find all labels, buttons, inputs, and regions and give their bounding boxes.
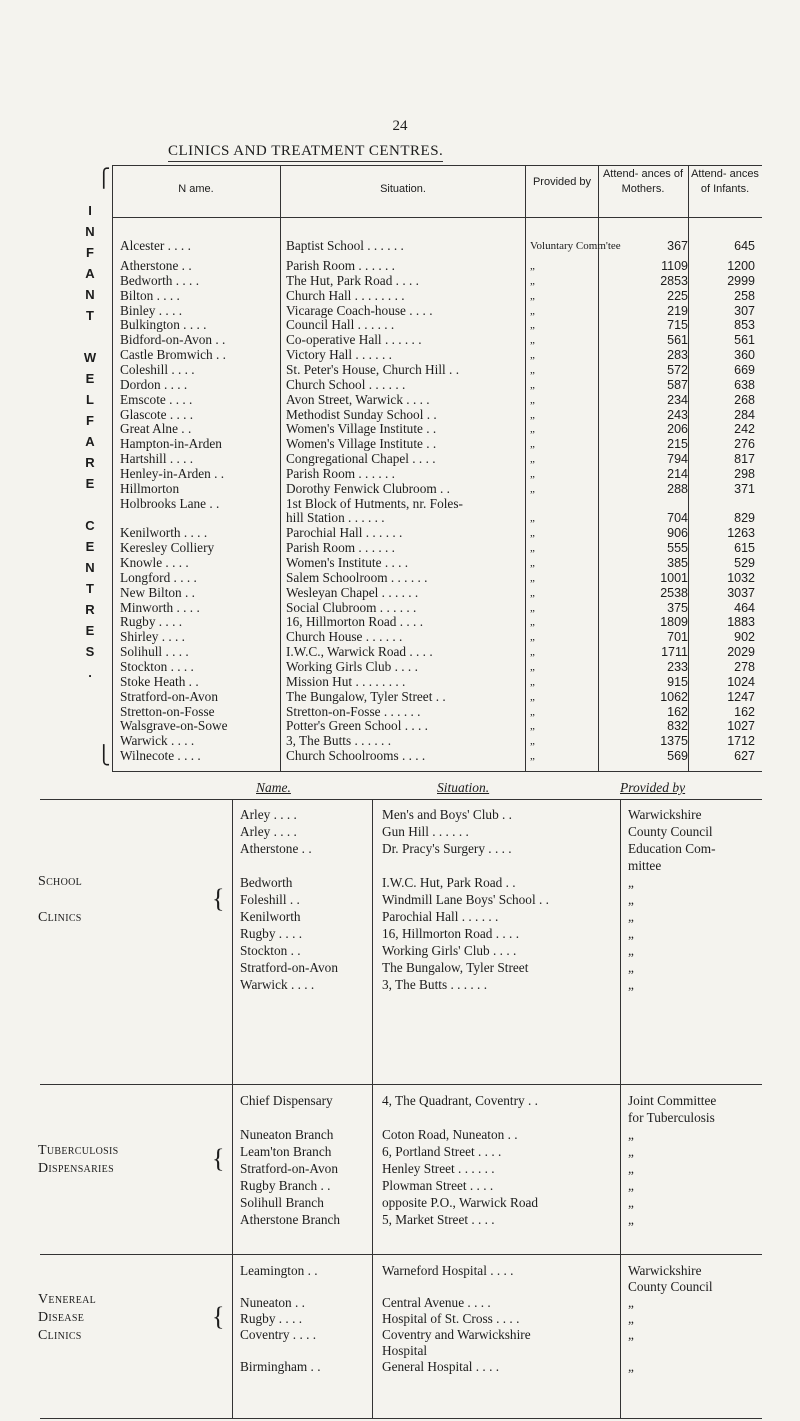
centre-name: Holbrooks Lane . . bbox=[120, 495, 220, 511]
attendances-mothers: 214 bbox=[667, 466, 688, 481]
clinic-situation: Henley Street . . . . . . bbox=[382, 1161, 495, 1176]
clinic-provided-by: „ bbox=[628, 960, 634, 975]
clinics-table bbox=[0, 780, 800, 1421]
centre-name: Stockton . . . . bbox=[120, 658, 194, 674]
attendances-infants: 638 bbox=[734, 377, 755, 392]
attendances-infants: 276 bbox=[734, 437, 755, 452]
centre-name: Emscote . . . . bbox=[120, 391, 193, 407]
centre-situation: Mission Hut . . . . . . . . bbox=[286, 673, 406, 689]
centre-provided-by: „ bbox=[530, 408, 535, 421]
centre-situation: Victory Hall . . . . . . bbox=[286, 347, 392, 363]
centre-provided-by: „ bbox=[530, 720, 535, 733]
brace-top: ⎧ bbox=[97, 168, 111, 188]
table-row bbox=[0, 1194, 800, 1212]
centre-situation: Parochial Hall . . . . . . bbox=[286, 525, 403, 541]
table-row bbox=[0, 874, 800, 892]
centre-situation: Salem Schoolroom . . . . . . bbox=[286, 569, 428, 585]
centre-name: Binley . . . . bbox=[120, 302, 183, 318]
table-row bbox=[0, 1177, 800, 1195]
clinic-situation: 5, Market Street . . . . bbox=[382, 1212, 495, 1227]
centre-situation: Dorothy Fenwick Clubroom . . bbox=[286, 480, 450, 496]
centre-situation: Church House . . . . . . bbox=[286, 629, 403, 645]
clinic-name: Leamington . . bbox=[240, 1263, 318, 1278]
centre-name: Hampton-in-Arden bbox=[120, 436, 222, 452]
attendances-infants: 3037 bbox=[727, 585, 755, 600]
centre-situation: Women's Village Institute . . bbox=[286, 421, 437, 437]
clinic-name: Bedworth bbox=[240, 875, 293, 890]
centre-name: Alcester . . . . bbox=[120, 238, 191, 253]
clinic-name: Chief Dispensary bbox=[240, 1093, 333, 1108]
centre-name: Longford . . . . bbox=[120, 569, 197, 585]
centre-name: Bilton . . . . bbox=[120, 287, 180, 303]
attendances-infants: 242 bbox=[734, 422, 755, 437]
attendances-infants: 1883 bbox=[727, 615, 755, 630]
clinic-provided-by: „ bbox=[628, 1212, 634, 1227]
table-row bbox=[0, 1143, 800, 1161]
table-row bbox=[0, 1092, 800, 1110]
clinic-situation: Plowman Street . . . . bbox=[382, 1178, 494, 1193]
attendances-mothers: 906 bbox=[667, 526, 688, 541]
attendances-mothers: 794 bbox=[667, 452, 688, 467]
table-row bbox=[112, 237, 762, 255]
table-row bbox=[0, 1126, 800, 1144]
clinic-name: Nuneaton . . bbox=[240, 1295, 305, 1310]
centre-provided-by: Voluntary Comm'tee bbox=[530, 240, 621, 252]
centre-situation: 3, The Butts . . . . . . bbox=[286, 733, 392, 749]
centre-situation: 16, Hillmorton Road . . . . bbox=[286, 614, 424, 630]
centre-situation: Avon Street, Warwick . . . . bbox=[286, 391, 430, 407]
clinic-name: Stockton . . bbox=[240, 943, 301, 958]
attendances-mothers: 715 bbox=[667, 318, 688, 333]
attendances-mothers: 832 bbox=[667, 719, 688, 734]
clinic-situation: Coton Road, Nuneaton . . bbox=[382, 1127, 518, 1142]
centre-situation: Vicarage Coach-house . . . . bbox=[286, 302, 433, 318]
table-row bbox=[0, 891, 800, 909]
centre-provided-by: „ bbox=[530, 660, 535, 673]
centre-situation: Congregational Chapel . . . . bbox=[286, 451, 436, 467]
centre-provided-by: „ bbox=[530, 557, 535, 569]
centre-provided-by: „ bbox=[530, 260, 535, 272]
attendances-mothers: 701 bbox=[667, 630, 688, 645]
clinic-provided-by: Warwickshire bbox=[628, 807, 702, 822]
attendances-infants: 1032 bbox=[727, 570, 755, 585]
clinic-situation: 3, The Butts . . . . . . bbox=[382, 977, 488, 992]
attendances-infants: 2029 bbox=[727, 645, 755, 660]
clinic-provided-by: Warwickshire bbox=[628, 1263, 702, 1278]
centre-name: Dordon . . . . bbox=[120, 376, 188, 392]
attendances-infants: 464 bbox=[734, 600, 755, 615]
clinic-name: Rugby . . . . bbox=[240, 926, 303, 941]
infant-welfare-table bbox=[112, 165, 762, 772]
centre-situation: Co-operative Hall . . . . . . bbox=[286, 332, 422, 348]
centre-situation: Baptist School . . . . . . bbox=[286, 238, 404, 253]
clinic-provided-by: „ bbox=[628, 1127, 634, 1142]
attendances-mothers: 225 bbox=[667, 288, 688, 303]
table-row bbox=[0, 1160, 800, 1178]
section-label: School Clinics bbox=[38, 873, 83, 925]
centre-situation: Working Girls Club . . . . bbox=[286, 658, 418, 674]
clinic-name: Atherstone Branch bbox=[240, 1212, 341, 1227]
attendances-mothers: 1375 bbox=[660, 734, 688, 749]
attendances-mothers: 162 bbox=[667, 704, 688, 719]
centre-situation: hill Station . . . . . . bbox=[286, 510, 385, 526]
centre-name: Walsgrave-on-Sowe bbox=[120, 718, 228, 734]
centre-situation: Women's Village Institute . . bbox=[286, 436, 437, 452]
table-row bbox=[0, 1109, 800, 1127]
centre-name: Shirley . . . . bbox=[120, 629, 186, 645]
centre-name: New Bilton . . bbox=[120, 584, 195, 600]
attendances-mothers: 234 bbox=[667, 392, 688, 407]
section-brace: { bbox=[212, 883, 225, 913]
attendances-infants: 371 bbox=[734, 481, 755, 496]
centre-provided-by: „ bbox=[530, 542, 535, 555]
attendances-infants: 669 bbox=[734, 362, 755, 377]
header-mothers: Attend- ances of Mothers. bbox=[602, 168, 684, 195]
centre-name: Castle Bromwich . . bbox=[120, 347, 226, 363]
clinic-situation: Hospital of St. Cross . . . . bbox=[382, 1311, 520, 1326]
centre-provided-by: „ bbox=[530, 319, 535, 332]
section-brace: { bbox=[212, 1144, 225, 1173]
attendances-infants: 853 bbox=[734, 318, 755, 333]
centre-situation: Council Hall . . . . . . bbox=[286, 317, 395, 333]
clinic-name: Kenilworth bbox=[240, 909, 301, 924]
attendances-mothers: 1001 bbox=[660, 570, 688, 585]
clinic-situation: Gun Hill . . . . . . bbox=[382, 824, 469, 839]
attendances-infants: 258 bbox=[734, 288, 755, 303]
attendances-infants: 529 bbox=[734, 556, 755, 570]
centre-provided-by: „ bbox=[530, 393, 535, 406]
header2-provided-by: Provided by bbox=[620, 780, 686, 795]
centre-provided-by: „ bbox=[530, 705, 535, 718]
centre-provided-by: „ bbox=[530, 274, 535, 287]
clinic-name: Rugby Branch . . bbox=[240, 1178, 331, 1193]
centre-situation: Parish Room . . . . . . bbox=[286, 258, 395, 273]
clinic-situation: Coventry and Warwickshire bbox=[382, 1327, 531, 1342]
centre-situation: Potter's Green School . . . . bbox=[286, 718, 428, 734]
attendances-mothers: 569 bbox=[667, 749, 688, 764]
attendances-infants: 1712 bbox=[727, 734, 755, 749]
table-row bbox=[0, 959, 800, 977]
centre-name: Knowle . . . . bbox=[120, 555, 189, 570]
clinic-provided-by: County Council bbox=[628, 824, 713, 839]
attendances-mothers: 555 bbox=[667, 541, 688, 556]
centre-provided-by: „ bbox=[530, 527, 535, 540]
clinic-provided-by: „ bbox=[628, 909, 634, 924]
attendances-mothers: 1809 bbox=[660, 615, 688, 630]
clinic-provided-by: „ bbox=[628, 1178, 634, 1193]
clinic-name: Rugby . . . . bbox=[240, 1311, 303, 1326]
centre-provided-by: „ bbox=[530, 631, 535, 644]
centre-provided-by: „ bbox=[530, 467, 535, 480]
attendances-infants: 829 bbox=[734, 511, 755, 526]
attendances-infants: 627 bbox=[734, 749, 755, 764]
header-name: N ame. bbox=[178, 183, 214, 195]
centre-situation: Parish Room . . . . . . bbox=[286, 465, 395, 481]
table-row bbox=[0, 806, 800, 824]
clinic-name: Nuneaton Branch bbox=[240, 1127, 334, 1142]
centre-provided-by: „ bbox=[530, 482, 535, 495]
attendances-infants: 645 bbox=[734, 239, 755, 253]
header-situation: Situation. bbox=[380, 183, 426, 195]
centre-provided-by: „ bbox=[530, 646, 535, 659]
attendances-infants: 268 bbox=[734, 392, 755, 407]
clinic-name: Coventry . . . . bbox=[240, 1327, 317, 1342]
centre-provided-by: „ bbox=[530, 571, 535, 584]
centre-situation: Parish Room . . . . . . bbox=[286, 540, 395, 556]
attendances-mothers: 1062 bbox=[660, 689, 688, 704]
attendances-mothers: 233 bbox=[667, 659, 688, 674]
centre-name: Bulkington . . . . bbox=[120, 317, 207, 333]
attendances-infants: 1263 bbox=[727, 526, 755, 541]
clinic-provided-by: „ bbox=[628, 892, 634, 907]
clinic-provided-by: „ bbox=[628, 1327, 634, 1342]
clinic-situation: 4, The Quadrant, Coventry . . bbox=[382, 1093, 538, 1108]
clinic-situation: Hospital bbox=[382, 1343, 428, 1358]
centre-situation: St. Peter's House, Church Hill . . bbox=[286, 361, 460, 377]
centre-name: Minworth . . . . bbox=[120, 599, 200, 615]
clinic-provided-by: for Tuberculosis bbox=[628, 1110, 715, 1125]
attendances-infants: 162 bbox=[734, 704, 755, 719]
attendances-infants: 298 bbox=[734, 466, 755, 481]
clinic-provided-by: „ bbox=[628, 977, 634, 992]
centre-situation: The Hut, Park Road . . . . bbox=[286, 272, 419, 288]
centre-name: Bidford-on-Avon . . bbox=[120, 332, 226, 348]
attendances-infants: 1200 bbox=[727, 259, 755, 273]
clinic-name: Stratford-on-Avon bbox=[240, 1161, 338, 1176]
clinic-provided-by: „ bbox=[628, 1311, 634, 1326]
table-row bbox=[0, 942, 800, 960]
brace-bottom: ⎩ bbox=[97, 745, 111, 765]
centre-provided-by: „ bbox=[530, 735, 535, 748]
centre-situation: Church Schoolrooms . . . . bbox=[286, 748, 426, 764]
page-title: CLINICS AND TREATMENT CENTRES. bbox=[168, 143, 443, 162]
attendances-infants: 615 bbox=[734, 541, 755, 556]
centre-situation: Social Clubroom . . . . . . bbox=[286, 599, 417, 615]
attendances-infants: 2999 bbox=[727, 273, 755, 288]
attendances-infants: 1247 bbox=[727, 689, 755, 704]
centre-situation: Women's Institute . . . . bbox=[286, 555, 409, 570]
table-row bbox=[0, 823, 800, 841]
attendances-infants: 902 bbox=[734, 630, 755, 645]
centre-provided-by: „ bbox=[530, 304, 535, 317]
clinic-name: Stratford-on-Avon bbox=[240, 960, 338, 975]
attendances-mothers: 206 bbox=[667, 422, 688, 437]
header-infants: Attend- ances of Infants. bbox=[691, 168, 759, 195]
centre-name: Rugby . . . . bbox=[120, 614, 183, 630]
clinic-name: Arley . . . . bbox=[240, 824, 297, 839]
attendances-infants: 1027 bbox=[727, 719, 755, 734]
attendances-mothers: 587 bbox=[667, 377, 688, 392]
infant-welfare-centres-label: I N F A N T W E L F A R E C E N T R E S . bbox=[83, 203, 97, 680]
attendances-mothers: 1109 bbox=[661, 259, 688, 273]
centre-name: Stratford-on-Avon bbox=[120, 688, 218, 704]
centre-situation: Church Hall . . . . . . . . bbox=[286, 287, 405, 303]
page-number: 24 bbox=[392, 118, 408, 134]
clinic-name: Solihull Branch bbox=[240, 1195, 324, 1210]
attendances-infants: 561 bbox=[734, 333, 755, 348]
clinic-name: Leam'ton Branch bbox=[240, 1144, 332, 1159]
centre-provided-by: „ bbox=[530, 512, 535, 525]
clinic-situation: opposite P.O., Warwick Road bbox=[382, 1195, 539, 1210]
clinic-situation: Central Avenue . . . . bbox=[382, 1295, 491, 1310]
centre-provided-by: „ bbox=[530, 750, 535, 763]
centre-name: Kenilworth . . . . bbox=[120, 525, 208, 541]
centre-name: Warwick . . . . bbox=[120, 733, 195, 749]
centre-name: Solihull . . . . bbox=[120, 644, 189, 660]
table-row bbox=[0, 857, 800, 875]
centre-name: Stoke Heath . . bbox=[120, 673, 199, 689]
clinic-provided-by: „ bbox=[628, 1161, 634, 1176]
table-row bbox=[0, 840, 800, 858]
centre-situation: 1st Block of Hutments, nr. Foles- bbox=[286, 495, 463, 511]
centre-provided-by: „ bbox=[530, 690, 535, 703]
attendances-mothers: 572 bbox=[667, 362, 688, 377]
attendances-mothers: 915 bbox=[667, 674, 688, 689]
clinic-provided-by: Education Com- bbox=[628, 841, 716, 856]
clinic-provided-by: „ bbox=[628, 1359, 634, 1374]
clinic-situation: Working Girls' Club . . . . bbox=[382, 943, 517, 958]
centre-provided-by: „ bbox=[530, 453, 535, 466]
centre-name: Henley-in-Arden . . bbox=[120, 465, 225, 481]
clinic-provided-by: „ bbox=[628, 943, 634, 958]
centre-provided-by: „ bbox=[530, 334, 535, 347]
centre-provided-by: „ bbox=[530, 423, 535, 436]
centre-situation: Wesleyan Chapel . . . . . . bbox=[286, 584, 419, 600]
clinic-situation: Warneford Hospital . . . . bbox=[382, 1263, 514, 1278]
centre-provided-by: „ bbox=[530, 675, 535, 688]
attendances-infants: 360 bbox=[734, 348, 755, 363]
attendances-infants: 284 bbox=[734, 407, 755, 422]
attendances-mothers: 219 bbox=[667, 303, 688, 318]
clinic-name: Arley . . . . bbox=[240, 807, 297, 822]
table-row bbox=[0, 908, 800, 926]
centre-name: Hartshill . . . . bbox=[120, 451, 194, 467]
clinic-provided-by: „ bbox=[628, 1295, 634, 1310]
centre-provided-by: „ bbox=[530, 363, 535, 376]
clinic-provided-by: „ bbox=[628, 926, 634, 941]
header-provided-by: Provided by bbox=[532, 176, 592, 188]
clinic-situation: 16, Hillmorton Road . . . . bbox=[382, 926, 520, 941]
centre-name: Hillmorton bbox=[120, 480, 180, 496]
table-row bbox=[112, 747, 762, 765]
clinic-provided-by: Joint Committee bbox=[628, 1093, 717, 1108]
centre-name: Coleshill . . . . bbox=[120, 361, 195, 377]
clinic-situation: Windmill Lane Boys' School . . bbox=[382, 892, 549, 907]
centre-situation: Church School . . . . . . bbox=[286, 376, 406, 392]
attendances-infants: 1024 bbox=[727, 674, 755, 689]
centre-situation: The Bungalow, Tyler Street . . bbox=[286, 688, 446, 704]
clinic-name: Atherstone . . bbox=[240, 841, 312, 856]
table-row bbox=[0, 1211, 800, 1229]
centre-provided-by: „ bbox=[530, 601, 535, 614]
attendances-infants: 307 bbox=[734, 303, 755, 318]
centre-name: Great Alne . . bbox=[120, 421, 192, 437]
clinic-provided-by: mittee bbox=[628, 858, 662, 873]
attendances-mothers: 243 bbox=[667, 407, 688, 422]
attendances-mothers: 375 bbox=[667, 600, 688, 615]
centre-name: Wilnecote . . . . bbox=[120, 748, 201, 764]
centre-situation: Methodist Sunday School . . bbox=[286, 406, 437, 422]
clinic-situation: General Hospital . . . . bbox=[382, 1359, 500, 1374]
clinic-situation: I.W.C. Hut, Park Road . . bbox=[382, 875, 516, 890]
centre-provided-by: „ bbox=[530, 586, 535, 599]
section-label: Tuberculosis Dispensaries bbox=[38, 1143, 119, 1176]
table-row bbox=[0, 976, 800, 994]
attendances-infants: 817 bbox=[734, 452, 755, 467]
clinic-provided-by: „ bbox=[628, 1144, 634, 1159]
centre-situation: I.W.C., Warwick Road . . . . bbox=[286, 644, 433, 660]
attendances-mothers: 704 bbox=[667, 511, 688, 526]
clinic-name: Warwick . . . . bbox=[240, 977, 315, 992]
header2-situation: Situation. bbox=[437, 780, 490, 795]
clinic-name: Birmingham . . bbox=[240, 1359, 321, 1374]
centre-provided-by: „ bbox=[530, 289, 535, 302]
centre-situation: Stretton-on-Fosse . . . . . . bbox=[286, 703, 421, 719]
attendances-mothers: 288 bbox=[667, 481, 688, 496]
clinic-situation: 6, Portland Street . . . . bbox=[382, 1144, 502, 1159]
attendances-mothers: 1711 bbox=[661, 645, 688, 660]
attendances-mothers: 367 bbox=[667, 239, 688, 253]
section-brace: { bbox=[212, 1302, 225, 1331]
centre-name: Glascote . . . . bbox=[120, 406, 194, 422]
clinic-situation: The Bungalow, Tyler Street bbox=[382, 960, 529, 975]
centre-name: Atherstone . . bbox=[120, 258, 192, 273]
header2-name: Name. bbox=[256, 780, 291, 795]
table-row bbox=[0, 925, 800, 943]
centre-name: Bedworth . . . . bbox=[120, 272, 200, 288]
centre-provided-by: „ bbox=[530, 616, 535, 629]
clinic-situation: Men's and Boys' Club . . bbox=[382, 807, 513, 822]
attendances-mothers: 215 bbox=[667, 437, 688, 452]
centre-name: Keresley Colliery bbox=[120, 540, 215, 556]
clinic-situation: Parochial Hall . . . . . . bbox=[382, 909, 499, 924]
clinic-provided-by: County Council bbox=[628, 1279, 713, 1294]
centre-name: Stretton-on-Fosse bbox=[120, 703, 215, 719]
clinic-provided-by: „ bbox=[628, 875, 634, 890]
attendances-mothers: 561 bbox=[667, 333, 688, 348]
clinic-situation: Dr. Pracy's Surgery . . . . bbox=[382, 841, 512, 856]
clinic-provided-by: „ bbox=[628, 1195, 634, 1210]
centre-provided-by: „ bbox=[530, 349, 535, 362]
attendances-mothers: 283 bbox=[667, 348, 688, 363]
attendances-mothers: 2853 bbox=[660, 273, 688, 288]
table-row bbox=[0, 1358, 800, 1376]
clinic-name: Foleshill . . bbox=[240, 892, 300, 907]
attendances-infants: 278 bbox=[734, 659, 755, 674]
centre-provided-by: „ bbox=[530, 378, 535, 391]
attendances-mothers: 2538 bbox=[660, 585, 688, 600]
centre-provided-by: „ bbox=[530, 438, 535, 451]
attendances-mothers: 385 bbox=[667, 556, 688, 570]
section-label: Venereal Disease Clinics bbox=[38, 1292, 97, 1343]
